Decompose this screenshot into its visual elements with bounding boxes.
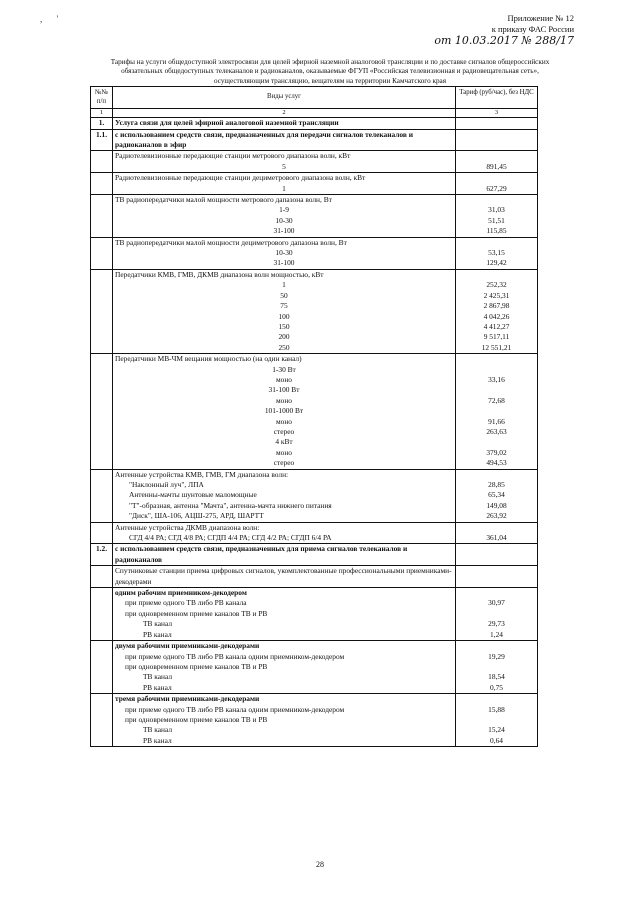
row-number xyxy=(91,641,113,652)
tariff-value: 891,45 xyxy=(456,162,538,173)
table-row xyxy=(91,205,538,215)
row-number xyxy=(91,385,113,395)
row-number: 1. xyxy=(91,118,113,129)
table-row xyxy=(91,490,538,500)
row-number xyxy=(91,566,113,588)
row-number xyxy=(91,291,113,301)
tariff-value xyxy=(456,641,538,652)
row-number xyxy=(91,630,113,641)
tariff-value xyxy=(456,694,538,705)
service-description: при приеме одного ТВ либо РВ канала одним приемником-декодером xyxy=(113,652,456,662)
row-number xyxy=(91,672,113,682)
row-number xyxy=(91,151,113,162)
tariff-value: 2 867,98 xyxy=(456,301,538,311)
service-description: моно xyxy=(113,417,456,427)
tariff-value xyxy=(456,522,538,533)
row-number xyxy=(91,448,113,458)
tariff-value: 263,63 xyxy=(456,427,538,437)
service-description: ТВ канал xyxy=(113,619,456,629)
row-number xyxy=(91,511,113,522)
table-row xyxy=(91,598,538,608)
tariff-value: 129,42 xyxy=(456,258,538,269)
table-row xyxy=(91,480,538,490)
tariff-value: 28,85 xyxy=(456,480,538,490)
row-number xyxy=(91,301,113,311)
tariff-value: 33,16 xyxy=(456,375,538,385)
service-description: одним рабочим приемником-декодером xyxy=(113,588,456,599)
table-row xyxy=(91,501,538,511)
service-description: 10-30 xyxy=(113,248,456,258)
appendix-header xyxy=(434,13,574,46)
table-row xyxy=(91,118,538,129)
service-description: ТВ радиопередатчики малой мощности метрового дапазона волн, Вт xyxy=(113,195,456,206)
table-row xyxy=(91,694,538,705)
table-row xyxy=(91,609,538,619)
service-description: Антенные устройства ДКМВ диапазона волн: xyxy=(113,522,456,533)
document-title: Тарифы на услуги общедоступной электросвязи для целей эфирной наземной аналоговой трансляции и по доставке сигналов общероссийских обязательных общедоступных телеканалов и радиоканалов, оказываемые ФГУП «Российская телевизионная и радиовещательная сеть», осуществляющим трансляцию, вещателям на территории Камчатского края xyxy=(110,58,550,85)
row-number xyxy=(91,598,113,608)
tariff-value: 91,66 xyxy=(456,417,538,427)
row-number xyxy=(91,354,113,365)
tariff-value: 15,24 xyxy=(456,725,538,735)
row-number xyxy=(91,322,113,332)
table-row xyxy=(91,322,538,332)
table-row xyxy=(91,258,538,269)
service-description: ТВ радиопередатчики малой мощности дециметрового дапазона волн, Вт xyxy=(113,237,456,248)
row-number xyxy=(91,280,113,290)
service-description: 5 xyxy=(113,162,456,173)
tariff-value: 263,92 xyxy=(456,511,538,522)
table-row xyxy=(91,151,538,162)
table-row xyxy=(91,332,538,342)
col-index-2: 2 xyxy=(113,109,456,118)
row-number: 1.2. xyxy=(91,544,113,566)
service-description: "Т"-образная, антенна "Мачта", антенна-мачта нижнего питания xyxy=(113,501,456,511)
service-description: Услуга связи для целей эфирной аналоговой наземной трансляции xyxy=(113,118,456,129)
table-row xyxy=(91,715,538,725)
service-description: Передатчики МВ-ЧМ вещания мощностью (на один канал) xyxy=(113,354,456,365)
service-description: тремя рабочими приемниками-декодерами xyxy=(113,694,456,705)
row-number xyxy=(91,652,113,662)
table-row xyxy=(91,312,538,322)
row-number xyxy=(91,725,113,735)
service-description: 31-100 xyxy=(113,226,456,237)
table-row xyxy=(91,566,538,588)
tariff-value: 12 551,21 xyxy=(456,343,538,354)
table-row xyxy=(91,226,538,237)
service-description: ТВ канал xyxy=(113,672,456,682)
appendix-number: Приложение № 12 xyxy=(507,13,574,23)
tariff-value: 29,73 xyxy=(456,619,538,629)
service-description: РВ канал xyxy=(113,736,456,747)
row-number xyxy=(91,715,113,725)
tariff-value: 494,53 xyxy=(456,458,538,469)
col-index-1: 1 xyxy=(91,109,113,118)
service-description: Радиотелевизионные передающие станции метрового диапазона волн, кВт xyxy=(113,151,456,162)
row-number xyxy=(91,343,113,354)
row-number xyxy=(91,588,113,599)
tariff-value: 252,32 xyxy=(456,280,538,290)
col-header-number: №№ п/п xyxy=(91,87,113,109)
table-row xyxy=(91,237,538,248)
service-description: СГД 4/4 РА; СГД 4/8 РА; СГДП 4/4 РА; СГД 4/2 РА; СГДП 6/4 РА xyxy=(113,533,456,544)
row-number xyxy=(91,332,113,342)
tariff-value xyxy=(456,544,538,566)
row-number xyxy=(91,490,113,500)
order-date-number: от 10.03.2017 № 288/17 xyxy=(434,34,574,47)
table-row xyxy=(91,448,538,458)
col-index-3: 3 xyxy=(456,109,538,118)
tariff-value: 1,24 xyxy=(456,630,538,641)
table-row xyxy=(91,184,538,195)
table-row xyxy=(91,396,538,406)
service-description: ТВ канал xyxy=(113,725,456,735)
tariff-value: 31,03 xyxy=(456,205,538,215)
row-number xyxy=(91,205,113,215)
tariff-value: 0,75 xyxy=(456,683,538,694)
tariff-value xyxy=(456,118,538,129)
service-description: стерео xyxy=(113,427,456,437)
table-row xyxy=(91,417,538,427)
service-description: РВ канал xyxy=(113,683,456,694)
table-row xyxy=(91,162,538,173)
tariff-value xyxy=(456,588,538,599)
table-row xyxy=(91,173,538,184)
table-row xyxy=(91,437,538,447)
service-description: Спутниковые станции приема цифровых сигналов, укомплектованные профессиональными приемниками-декодерами xyxy=(113,566,456,588)
table-row xyxy=(91,354,538,365)
service-description: 250 xyxy=(113,343,456,354)
tariff-value xyxy=(456,269,538,280)
table-row xyxy=(91,588,538,599)
row-number xyxy=(91,173,113,184)
service-description: моно xyxy=(113,375,456,385)
service-description: 1-9 xyxy=(113,205,456,215)
col-header-tariff: Тариф (руб/час), без НДС xyxy=(456,87,538,109)
service-description: при приеме одного ТВ либо РВ канала одним приемником-декодером xyxy=(113,705,456,715)
row-number xyxy=(91,609,113,619)
tariff-value: 51,51 xyxy=(456,216,538,226)
tariff-value xyxy=(456,437,538,447)
service-description: 50 xyxy=(113,291,456,301)
row-number xyxy=(91,406,113,416)
table-row xyxy=(91,216,538,226)
row-number xyxy=(91,237,113,248)
tariff-table-body xyxy=(91,118,538,747)
tariff-value xyxy=(456,195,538,206)
service-description: с использованием средств связи, предназначенных для передачи сигналов телеканалов и радиоканалов в эфир xyxy=(113,129,456,151)
tariff-value: 9 517,11 xyxy=(456,332,538,342)
service-description: моно xyxy=(113,448,456,458)
service-description: Антенны-мачты шунтовые маломощные xyxy=(113,490,456,500)
row-number xyxy=(91,736,113,747)
order-reference: к приказу ФАС России xyxy=(491,24,574,34)
tariff-value xyxy=(456,566,538,588)
tariff-value xyxy=(456,609,538,619)
service-description: "Наклонный луч", ЛПА xyxy=(113,480,456,490)
tariff-value: 19,29 xyxy=(456,652,538,662)
tariff-value: 30,97 xyxy=(456,598,538,608)
service-description: при приеме одного ТВ либо РВ канала xyxy=(113,598,456,608)
tariff-value xyxy=(456,715,538,725)
row-number xyxy=(91,705,113,715)
table-row xyxy=(91,406,538,416)
service-description: стерео xyxy=(113,458,456,469)
table-row xyxy=(91,683,538,694)
row-number: 1.1. xyxy=(91,129,113,151)
service-description: Антенные устройства КМВ, ГМВ, ГМ диапазона волн: xyxy=(113,469,456,480)
row-number xyxy=(91,683,113,694)
service-description: Радиотелевизионные передающие станции дециметрового диапазона волн, кВт xyxy=(113,173,456,184)
scan-marks: , ' xyxy=(40,14,65,24)
service-description: 10-30 xyxy=(113,216,456,226)
tariff-value: 4 412,27 xyxy=(456,322,538,332)
table-row xyxy=(91,195,538,206)
table-row xyxy=(91,662,538,672)
row-number xyxy=(91,480,113,490)
row-number xyxy=(91,458,113,469)
table-row xyxy=(91,641,538,652)
row-number xyxy=(91,258,113,269)
row-number xyxy=(91,312,113,322)
table-row xyxy=(91,291,538,301)
tariff-value xyxy=(456,406,538,416)
table-row xyxy=(91,630,538,641)
row-number xyxy=(91,619,113,629)
table-row xyxy=(91,705,538,715)
row-number xyxy=(91,375,113,385)
row-number xyxy=(91,248,113,258)
row-number xyxy=(91,226,113,237)
service-description: РВ канал xyxy=(113,630,456,641)
table-row xyxy=(91,375,538,385)
table-row xyxy=(91,672,538,682)
table-row xyxy=(91,365,538,375)
row-number xyxy=(91,662,113,672)
service-description: 31-100 Вт xyxy=(113,385,456,395)
service-description: 200 xyxy=(113,332,456,342)
row-number xyxy=(91,469,113,480)
service-description: 31-100 xyxy=(113,258,456,269)
service-description: 100 xyxy=(113,312,456,322)
row-number xyxy=(91,533,113,544)
tariff-value: 72,68 xyxy=(456,396,538,406)
service-description: 1 xyxy=(113,280,456,290)
service-description: 75 xyxy=(113,301,456,311)
tariff-value: 115,85 xyxy=(456,226,538,237)
row-number xyxy=(91,195,113,206)
table-row xyxy=(91,725,538,735)
service-description: 101-1000 Вт xyxy=(113,406,456,416)
table-row xyxy=(91,385,538,395)
tariff-value: 53,15 xyxy=(456,248,538,258)
table-row xyxy=(91,269,538,280)
service-description: Передатчики КМВ, ГМВ, ДКМВ диапазона волн мощностью, кВт xyxy=(113,269,456,280)
table-row xyxy=(91,522,538,533)
service-description: двумя рабочими приемниками-декодерами xyxy=(113,641,456,652)
tariff-value xyxy=(456,129,538,151)
table-row xyxy=(91,511,538,522)
tariff-value xyxy=(456,385,538,395)
row-number xyxy=(91,396,113,406)
table-row xyxy=(91,544,538,566)
service-description: 4 кВт xyxy=(113,437,456,447)
row-number xyxy=(91,269,113,280)
tariff-value xyxy=(456,469,538,480)
service-description: при одновременном приеме каналов ТВ и РВ xyxy=(113,609,456,619)
tariff-value: 15,88 xyxy=(456,705,538,715)
tariff-value xyxy=(456,365,538,375)
tariff-value xyxy=(456,151,538,162)
service-description: при одновременном приеме каналов ТВ и РВ xyxy=(113,662,456,672)
row-number xyxy=(91,427,113,437)
service-description: моно xyxy=(113,396,456,406)
row-number xyxy=(91,694,113,705)
tariff-value xyxy=(456,237,538,248)
table-row xyxy=(91,343,538,354)
row-number xyxy=(91,184,113,195)
service-description: 1 xyxy=(113,184,456,195)
table-row xyxy=(91,280,538,290)
tariff-value: 2 425,31 xyxy=(456,291,538,301)
tariff-value xyxy=(456,354,538,365)
tariff-value: 18,54 xyxy=(456,672,538,682)
service-description: при одновременном приеме каналов ТВ и РВ xyxy=(113,715,456,725)
page-number: 28 xyxy=(316,860,324,869)
row-number xyxy=(91,216,113,226)
table-row xyxy=(91,129,538,151)
tariff-value: 379,02 xyxy=(456,448,538,458)
row-number xyxy=(91,417,113,427)
service-description: с использованием средств связи, предназначенных для приема сигналов телеканалов и радиоканалов xyxy=(113,544,456,566)
tariff-value xyxy=(456,662,538,672)
tariff-table xyxy=(90,86,538,747)
service-description: "Диск", ША-106, АЦШ-275, АРД, ШАРТТ xyxy=(113,511,456,522)
tariff-value: 65,34 xyxy=(456,490,538,500)
table-row xyxy=(91,652,538,662)
tariff-value: 4 042,26 xyxy=(456,312,538,322)
service-description: 150 xyxy=(113,322,456,332)
table-row xyxy=(91,619,538,629)
table-row xyxy=(91,736,538,747)
row-number xyxy=(91,437,113,447)
tariff-value: 627,29 xyxy=(456,184,538,195)
table-row xyxy=(91,458,538,469)
tariff-value xyxy=(456,173,538,184)
table-row xyxy=(91,427,538,437)
tariff-value: 149,08 xyxy=(456,501,538,511)
tariff-value: 361,04 xyxy=(456,533,538,544)
table-row xyxy=(91,469,538,480)
row-number xyxy=(91,365,113,375)
tariff-value: 0,64 xyxy=(456,736,538,747)
row-number xyxy=(91,162,113,173)
row-number xyxy=(91,501,113,511)
table-row xyxy=(91,248,538,258)
service-description: 1-30 Вт xyxy=(113,365,456,375)
row-number xyxy=(91,522,113,533)
table-row xyxy=(91,301,538,311)
col-header-service: Виды услуг xyxy=(113,87,456,109)
table-row xyxy=(91,533,538,544)
